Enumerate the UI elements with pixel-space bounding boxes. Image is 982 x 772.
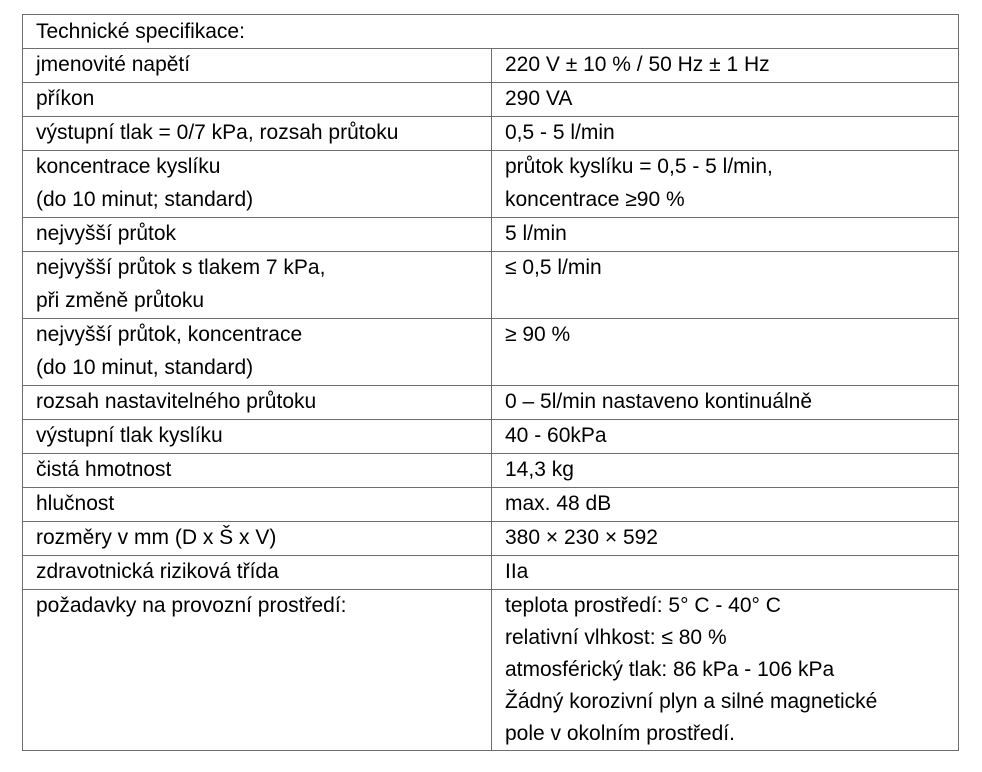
spec-value: atmosférický tlak: 86 kPa - 106 kPa bbox=[505, 658, 835, 681]
technical-specifications-table bbox=[22, 14, 959, 751]
table-row bbox=[23, 252, 959, 319]
spec-label: koncentrace kyslíku bbox=[36, 155, 221, 178]
spec-label: (do 10 minut; standard) bbox=[36, 188, 254, 211]
spec-label: výstupní tlak kyslíku bbox=[36, 424, 223, 447]
spec-value: teplota prostředí: 5° C - 40° C bbox=[505, 594, 781, 617]
spec-label-cell bbox=[23, 386, 492, 420]
spec-label: rozsah nastavitelného průtoku bbox=[36, 390, 317, 413]
spec-label: rozměry v mm (D x Š x V) bbox=[36, 526, 277, 549]
spec-value-cell bbox=[492, 117, 959, 151]
table-title-row bbox=[23, 15, 959, 49]
table-row bbox=[23, 218, 959, 252]
spec-value-cell bbox=[492, 49, 959, 83]
table-title: Technické specifikace: bbox=[23, 15, 959, 49]
spec-label-cell bbox=[23, 420, 492, 454]
spec-value-cell bbox=[492, 252, 959, 319]
spec-value-cell bbox=[492, 420, 959, 454]
spec-value-cell bbox=[492, 556, 959, 590]
spec-label: nejvyšší průtok, koncentrace bbox=[36, 323, 303, 346]
spec-label-cell bbox=[23, 117, 492, 151]
spec-label: (do 10 minut, standard) bbox=[36, 356, 254, 379]
spec-value: 220 V ± 10 % / 50 Hz ± 1 Hz bbox=[505, 53, 770, 76]
spec-label-cell bbox=[23, 590, 492, 751]
table-row bbox=[23, 488, 959, 522]
spec-label-cell bbox=[23, 49, 492, 83]
spec-label: hlučnost bbox=[36, 492, 115, 515]
spec-label: při změně průtoku bbox=[36, 289, 205, 312]
table-row bbox=[23, 386, 959, 420]
spec-value-cell bbox=[492, 83, 959, 117]
spec-value: 380 × 230 × 592 bbox=[505, 526, 658, 549]
table-row bbox=[23, 49, 959, 83]
table-row bbox=[23, 556, 959, 590]
spec-label-cell bbox=[23, 151, 492, 218]
spec-value-cell bbox=[492, 590, 959, 751]
spec-value-cell bbox=[492, 386, 959, 420]
spec-value: ≤ 0,5 l/min bbox=[505, 256, 602, 279]
spec-value: 14,3 kg bbox=[505, 458, 574, 481]
spec-label: nejvyšší průtok s tlakem 7 kPa, bbox=[36, 256, 326, 279]
spec-value: průtok kyslíku = 0,5 - 5 l/min, bbox=[505, 155, 773, 178]
spec-label: zdravotnická riziková třída bbox=[36, 560, 279, 583]
spec-value-cell bbox=[492, 319, 959, 386]
spec-label: čistá hmotnost bbox=[36, 458, 172, 481]
spec-label: požadavky na provozní prostředí: bbox=[36, 594, 347, 617]
spec-value: 290 VA bbox=[505, 87, 573, 110]
spec-value: koncentrace ≥90 % bbox=[505, 188, 685, 211]
table-row bbox=[23, 590, 959, 751]
table-row bbox=[23, 151, 959, 218]
spec-label-cell bbox=[23, 556, 492, 590]
spec-label-cell bbox=[23, 522, 492, 556]
spec-label: výstupní tlak = 0/7 kPa, rozsah průtoku bbox=[36, 121, 399, 144]
spec-value-cell bbox=[492, 151, 959, 218]
spec-label-cell bbox=[23, 488, 492, 522]
table-row bbox=[23, 420, 959, 454]
table-row bbox=[23, 117, 959, 151]
spec-label-cell bbox=[23, 454, 492, 488]
table-row bbox=[23, 319, 959, 386]
spec-value: 0 – 5l/min nastaveno kontinuálně bbox=[505, 390, 813, 413]
spec-value: 5 l/min bbox=[505, 222, 567, 245]
spec-label-cell bbox=[23, 252, 492, 319]
spec-value-cell bbox=[492, 488, 959, 522]
spec-label-cell bbox=[23, 83, 492, 117]
spec-value-cell bbox=[492, 522, 959, 556]
table-row bbox=[23, 83, 959, 117]
spec-label: nejvyšší průtok bbox=[36, 222, 177, 245]
spec-value: IIa bbox=[505, 560, 529, 583]
spec-label-cell bbox=[23, 319, 492, 386]
table-row bbox=[23, 454, 959, 488]
spec-value-cell bbox=[492, 218, 959, 252]
spec-label: příkon bbox=[36, 87, 95, 110]
spec-label: jmenovité napětí bbox=[36, 53, 191, 76]
spec-value: 40 - 60kPa bbox=[505, 424, 607, 447]
spec-value: pole v okolním prostředí. bbox=[505, 722, 735, 745]
spec-value: Žádný korozivní plyn a silné magnetické bbox=[505, 690, 878, 713]
spec-table-body bbox=[23, 15, 959, 751]
spec-value-cell bbox=[492, 454, 959, 488]
spec-value: 0,5 - 5 l/min bbox=[505, 121, 615, 144]
table-row bbox=[23, 522, 959, 556]
spec-value: ≥ 90 % bbox=[505, 323, 571, 346]
spec-value: max. 48 dB bbox=[505, 492, 612, 515]
spec-label-cell bbox=[23, 218, 492, 252]
spec-value: relativní vlhkost: ≤ 80 % bbox=[505, 626, 727, 649]
